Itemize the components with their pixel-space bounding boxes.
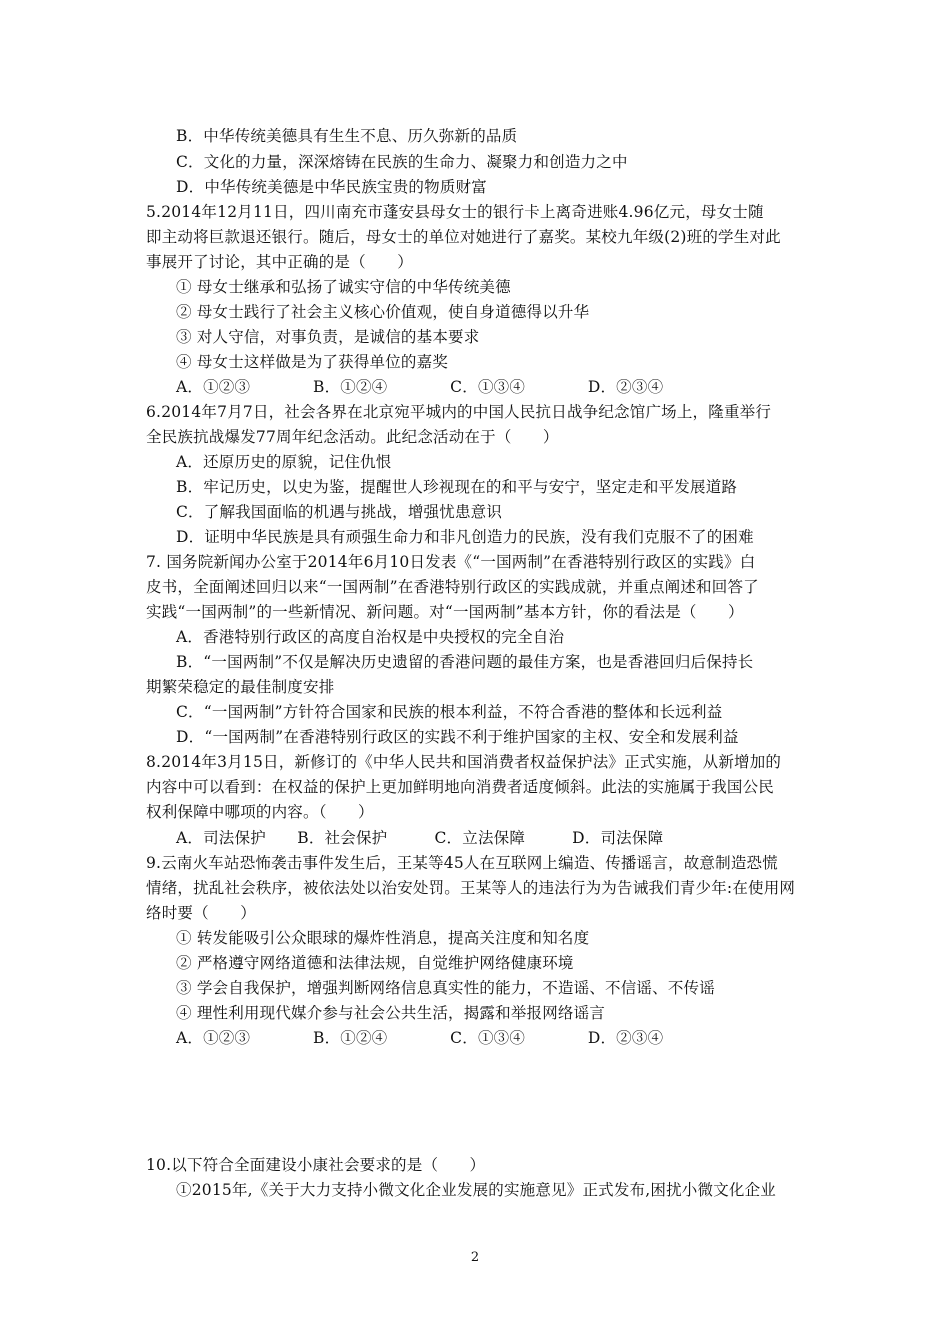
question-9-stem: 络时要（ ）	[146, 904, 256, 922]
option-line-continued: 期繁荣稳定的最佳制度安排	[146, 678, 335, 696]
question-7-stem: 皮书，全面阐述回归以来“一国两制”在香港特别行政区的实践成就，并重点阐述和回答了	[146, 578, 759, 596]
question-5-stem: 事展开了讨论，其中正确的是（ ）	[146, 253, 413, 271]
option-line: A．香港特别行政区的高度自治权是中央授权的完全自治	[176, 628, 565, 646]
question-10-stem: 10.以下符合全面建设小康社会要求的是（ ）	[146, 1156, 486, 1174]
question-6-stem: 6.2014年7月7日，社会各界在北京宛平城内的中国人民抗日战争纪念馆广场上，隆重举行	[146, 403, 772, 421]
question-9-stem: 情绪，扰乱社会秩序，被依法处以治安处罚。王某等人的违法行为为告诫我们青少年:在使用网	[146, 879, 796, 897]
question-8-stem: 内容中可以看到：在权益的保护上更加鲜明地向消费者适度倾斜。此法的实施属于我国公民	[146, 778, 775, 796]
option-line: C．“一国两制”方针符合国家和民族的根本利益，不符合香港的整体和长远利益	[176, 703, 723, 721]
option-line: D．“一国两制”在香港特别行政区的实践不利于维护国家的主权、安全和发展利益	[176, 728, 739, 746]
option-line: C．文化的力量，深深熔铸在民族的生命力、凝聚力和创造力之中	[176, 153, 628, 171]
statement-item: ①2015年,《关于大力支持小微文化企业发展的实施意见》正式发布,困扰小微文化企业	[176, 1181, 777, 1199]
answer-options: A．司法保护 B．社会保护 C．立法保障 D．司法保障	[176, 829, 664, 847]
option-line: C．了解我国面临的机遇与挑战，增强忧患意识	[176, 503, 503, 521]
question-8-stem: 权利保障中哪项的内容。（ ）	[146, 803, 374, 821]
question-9-stem: 9.云南火车站恐怖袭击事件发生后，王某等45人在互联网上编造、传播谣言，故意制造恐慌	[146, 854, 778, 872]
answer-options: A．①②③ B．①②④ C．①③④ D．②③④	[176, 1029, 664, 1047]
statement-item: ② 严格遵守网络道德和法律法规，自觉维护网络健康环境	[176, 954, 574, 972]
question-5-stem: 5.2014年12月11日，四川南充市蓬安县母女士的银行卡上离奇进账4.96亿元，母女士随	[146, 203, 764, 221]
question-7-stem: 实践“一国两制”的一些新情况、新问题。对“一国两制”基本方针，你的看法是（ ）	[146, 603, 744, 621]
statement-item: ② 母女士践行了社会主义核心价值观，使自身道德得以升华	[176, 303, 590, 321]
page-number: 2	[470, 1250, 480, 1265]
option-line: B．“一国两制”不仅是解决历史遗留的香港问题的最佳方案，也是香港回归后保持长	[176, 653, 754, 671]
option-line: B．牢记历史，以史为鉴，提醒世人珍视现在的和平与安宁，坚定走和平发展道路	[176, 478, 738, 496]
statement-item: ③ 学会自我保护，增强判断网络信息真实性的能力，不造谣、不信谣、不传谣	[176, 979, 715, 997]
question-8-stem: 8.2014年3月15日，新修订的《中华人民共和国消费者权益保护法》正式实施，从新增加的	[146, 753, 782, 771]
answer-options: A．①②③ B．①②④ C．①③④ D．②③④	[176, 378, 664, 396]
option-line: D．证明中华民族是具有顽强生命力和非凡创造力的民族，没有我们克服不了的困难	[176, 528, 754, 546]
statement-item: ① 母女士继承和弘扬了诚实守信的中华传统美德	[176, 278, 511, 296]
option-line: D．中华传统美德是中华民族宝贵的物质财富	[176, 178, 487, 196]
statement-item: ① 转发能吸引公众眼球的爆炸性消息，提高关注度和知名度	[176, 929, 590, 947]
question-6-stem: 全民族抗战爆发77周年纪念活动。此纪念活动在于（ ）	[146, 428, 559, 446]
question-7-stem: 7. 国务院新闻办公室于2014年6月10日发表《“一国两制”在香港特别行政区的实践》白	[146, 553, 756, 571]
statement-item: ③ 对人守信，对事负责，是诚信的基本要求	[176, 328, 480, 346]
statement-item: ④ 理性利用现代媒介参与社会公共生活，揭露和举报网络谣言	[176, 1004, 606, 1022]
statement-item: ④ 母女士这样做是为了获得单位的嘉奖	[176, 353, 449, 371]
question-5-stem: 即主动将巨款退还银行。随后，母女士的单位对她进行了嘉奖。某校九年级(2)班的学生对此	[146, 228, 781, 246]
option-line: B．中华传统美德具有生生不息、历久弥新的品质	[176, 127, 518, 145]
option-line: A．还原历史的原貌，记住仇恨	[176, 453, 392, 471]
